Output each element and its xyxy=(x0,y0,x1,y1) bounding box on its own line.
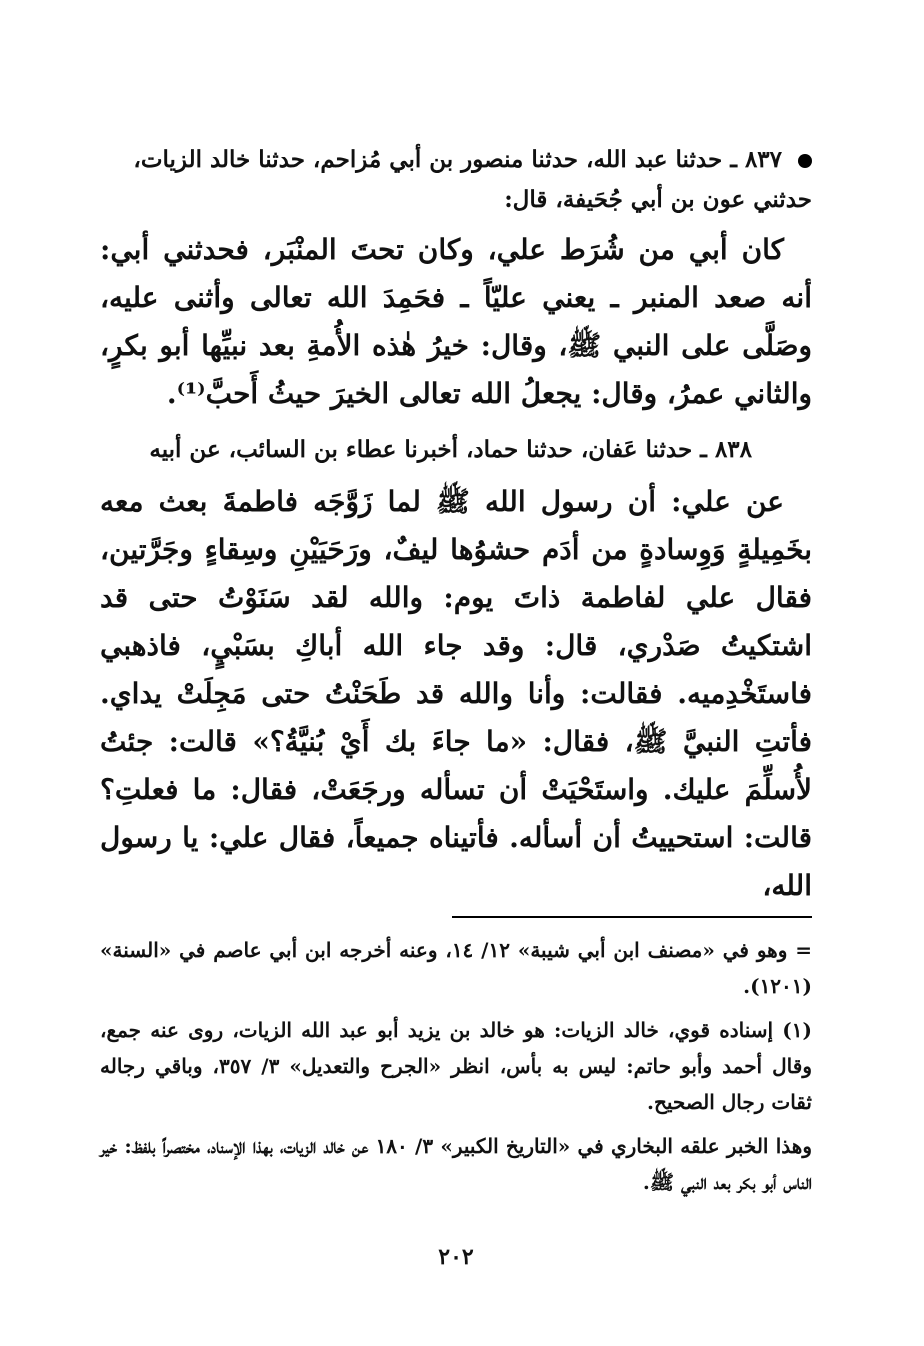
hadith-837-isnad-line1: ٨٣٧ ـ حدثنا عبد الله، حدثنا منصور بن أبي مُزاحم، حدثنا خالد الزيات، xyxy=(133,146,782,173)
page-number: ٢٠٢ xyxy=(438,1244,474,1270)
matn-line: قالت: استحييتُ أن أسأله. فأتيناه جميعاً، فقال علي: يا رسول الله، xyxy=(100,821,812,902)
matn-line: ذاتَ يوم: والله لقد سَنَوْتُ حتى قد اشتكيتُ صَدْري، قال: وقد جاء xyxy=(100,581,812,662)
footnote-1: (١) إسناده قوي، خالد الزيات: هو خالد بن يزيد أبو عبد الله الزيات، روى عنه جمع، وقال أحمد وأبو حاتم: ليس به بأس، انظر «الجرح والتعديل» ٣/ ٣٥٧، وباقي رجاله ثقات رجال الصحيح. xyxy=(100,1018,812,1114)
matn-line: وَوِسادةٍ من أدَم حشوُها ليفٌ، ورَحَيَيْنِ وسِقاءٍ وجَرَّتين، فقال علي لفاطمة xyxy=(100,533,812,614)
hadith-837-isnad-line2: حدثني عون بن أبي جُحَيفة، قال: xyxy=(504,186,812,213)
hadith-838-isnad: ٨٣٨ ـ حدثنا عَفان، حدثنا حماد، أخبرنا عطاء بن السائب، عن أبيه xyxy=(149,436,752,463)
matn-line: الله أباكِ بسَبْيٍ، فاذهبي فاستَخْدِميه. فقالت: وأنا والله قد طَحَنْتُ حتى xyxy=(100,629,812,710)
hadith-838-matn xyxy=(100,478,812,910)
matn-line: النبي ﷺ، وقال: خيرُ هٰذه الأُمةِ بعد نبيِّها أبو بكرٍ، والثاني عمرُ، وقال: xyxy=(100,329,812,410)
matn-line: عن علي: أن رسول الله ﷺ لما زَوَّجَه فاطمةَ بعث معه بخَمِيلةٍ xyxy=(100,485,813,566)
footnote-1-continued: وهذا الخبر علقه البخاري في «التاريخ الكبير» ٣/ ١٨٠ عن خالد الزيات، بهذا الإسناد، مختصراً بلفظ: خير الناس أبو بكر بعد النبي ﷺ. xyxy=(100,1134,812,1194)
matn-line: صعد المنبر ـ يعني عليّاً ـ فحَمِدَ الله تعالى وأثنى عليه، وصَلَّى على xyxy=(100,281,813,362)
hadith-837-matn xyxy=(100,226,812,418)
bullet-icon xyxy=(798,154,812,168)
matn-line: يجعلُ الله تعالى الخيرَ حيثُ أَحبَّ⁽¹⁾. xyxy=(166,377,582,410)
matn-line: كان أبي من شُرَط علي، وكان تحتَ المنْبَر، فحدثني أبي: أنه xyxy=(100,233,813,314)
book-page xyxy=(100,140,812,1270)
matn-line: مَجِلَتْ يداي. فأتتِ النبيَّ ﷺ، فقال: «ما جاءَ بك أَيْ بُنيَّةُ؟» قالت: xyxy=(100,677,812,758)
hadith-837-isnad xyxy=(100,140,812,220)
matn-line: جئتُ لأُسلِّمَ عليك. واستَحْيَتْ أن تسأله ورجَعَتْ، فقال: ما فعلتِ؟ xyxy=(100,725,812,806)
footnote-continued: = وهو في «مصنف ابن أبي شيبة» ١٢/ ١٤، وعنه أخرجه ابن أبي عاصم في «السنة» (١٢٠١). xyxy=(100,938,812,998)
footnotes xyxy=(100,932,812,1208)
footnote-divider xyxy=(452,916,812,918)
